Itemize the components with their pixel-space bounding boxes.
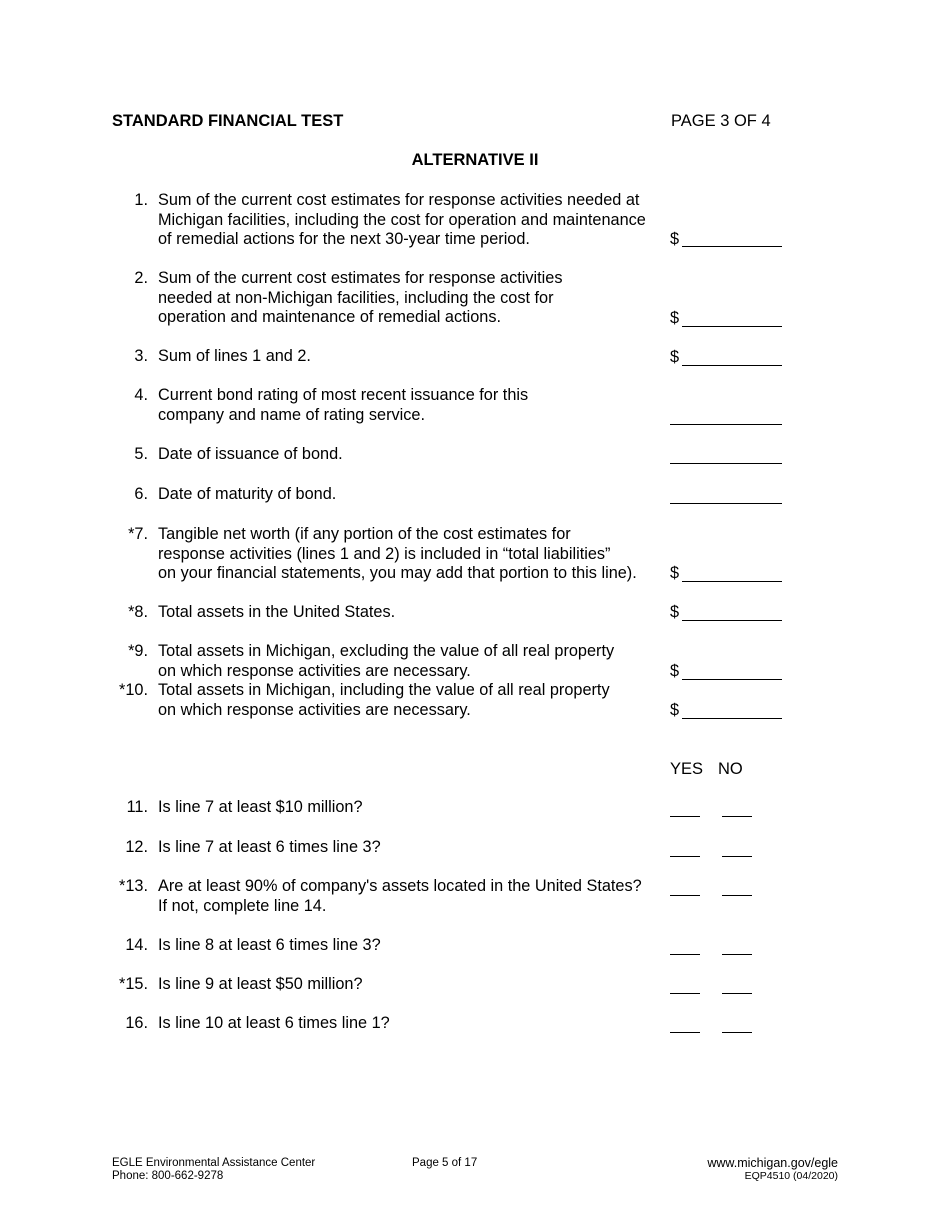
item-text-line: If not, complete line 14. <box>158 896 327 915</box>
form-page-indicator: PAGE 3 OF 4 <box>671 112 771 130</box>
yes-column-header: YES <box>670 760 704 778</box>
footer-url[interactable]: www.michigan.gov/egle <box>707 1156 838 1170</box>
item-number: 6. <box>134 485 148 503</box>
no-blank-13[interactable] <box>722 895 752 896</box>
no-blank-15[interactable] <box>722 993 752 994</box>
item-text-line: Tangible net worth (if any portion of the cost estimates for <box>158 525 571 543</box>
item-text-line: operation and maintenance of remedial actions. <box>158 308 502 326</box>
item-number: *15. <box>119 975 148 993</box>
item-text-line: Sum of the current cost estimates for response activities needed at <box>158 191 640 209</box>
answer-line-9[interactable] <box>682 679 782 680</box>
no-blank-11[interactable] <box>722 816 752 817</box>
item-number: *10. <box>119 681 148 699</box>
yes-blank-12[interactable] <box>670 856 700 857</box>
answer-line-4[interactable] <box>670 424 782 425</box>
section-title: ALTERNATIVE II <box>411 151 539 169</box>
yes-blank-16[interactable] <box>670 1032 700 1033</box>
footer-org: EGLE Environmental Assistance Center <box>112 1157 316 1169</box>
item-text-line: on which response activities are necessary. <box>158 661 471 680</box>
item-text-line: Are at least 90% of company's assets located in the United States? <box>158 877 642 895</box>
item-text-line: Is line 7 at least $10 million? <box>158 798 363 816</box>
item-text-line: Is line 9 at least $50 million? <box>158 975 363 993</box>
item-number: *9. <box>128 642 148 660</box>
answer-line-2[interactable] <box>682 326 782 327</box>
item-text-line: response activities (lines 1 and 2) is included in “total liabilities” <box>158 544 611 563</box>
yes-blank-11[interactable] <box>670 816 700 817</box>
item-text-line: Total assets in Michigan, including the value of all real property <box>158 681 610 699</box>
item-text-line: on your financial statements, you may add that portion to this line). <box>158 564 637 582</box>
item-text-line: Total assets in Michigan, excluding the value of all real property <box>158 642 615 660</box>
no-column-header: NO <box>718 760 743 778</box>
footer-right <box>707 1157 838 1183</box>
item-number: 5. <box>134 445 148 463</box>
answer-line-6[interactable] <box>670 503 782 504</box>
item-number: 12. <box>125 838 148 856</box>
answer-line-5[interactable] <box>670 463 782 464</box>
form-title: STANDARD FINANCIAL TEST <box>112 112 344 130</box>
yes-blank-13[interactable] <box>670 895 700 896</box>
item-text-line: Sum of lines 1 and 2. <box>158 347 311 365</box>
no-blank-16[interactable] <box>722 1032 752 1033</box>
item-text-line: on which response activities are necessary. <box>158 700 471 719</box>
item-text-line: Is line 7 at least 6 times line 3? <box>158 838 381 856</box>
dollar-sign: $ <box>670 564 680 582</box>
no-blank-12[interactable] <box>722 856 752 857</box>
item-number: 1. <box>134 191 148 209</box>
dollar-sign: $ <box>670 230 680 248</box>
item-text-line: Is line 10 at least 6 times line 1? <box>158 1014 390 1032</box>
footer-phone: Phone: 800-662-9278 <box>112 1170 224 1182</box>
answer-line-8[interactable] <box>682 620 782 621</box>
answer-line-10[interactable] <box>682 718 782 719</box>
item-text-line: of remedial actions for the next 30-year time period. <box>158 230 530 248</box>
item-text-line: Current bond rating of most recent issuance for this <box>158 386 529 404</box>
item-number: 11. <box>126 798 148 816</box>
item-text-line: company and name of rating service. <box>158 405 425 424</box>
item-number: *8. <box>128 603 148 621</box>
item-number: 3. <box>134 347 148 365</box>
dollar-sign: $ <box>670 603 680 621</box>
item-number: 2. <box>134 269 148 287</box>
item-text-line: Is line 8 at least 6 times line 3? <box>158 936 381 954</box>
item-number: *7. <box>128 525 148 543</box>
item-text-line: Sum of the current cost estimates for response activities <box>158 269 563 287</box>
item-text-line: Michigan facilities, including the cost for operation and maintenance <box>158 210 646 229</box>
item-number: 16. <box>125 1014 148 1032</box>
dollar-sign: $ <box>670 701 680 719</box>
footer-page-number: Page 5 of 17 <box>412 1157 478 1169</box>
item-text-line: Total assets in the United States. <box>158 603 396 621</box>
item-text-line: needed at non-Michigan facilities, including the cost for <box>158 288 554 307</box>
item-text-line: Date of maturity of bond. <box>158 485 337 503</box>
footer-form-number: EQP4510 (04/2020) <box>744 1170 838 1182</box>
footer-left <box>112 1157 315 1183</box>
item-number: 14. <box>125 936 148 954</box>
answer-line-7[interactable] <box>682 581 782 582</box>
answer-line-1[interactable] <box>682 246 782 247</box>
item-number: 4. <box>134 386 148 404</box>
dollar-sign: $ <box>670 662 680 680</box>
yes-blank-15[interactable] <box>670 993 700 994</box>
no-blank-14[interactable] <box>722 954 752 955</box>
item-text-line: Date of issuance of bond. <box>158 445 343 463</box>
dollar-sign: $ <box>670 309 680 327</box>
dollar-sign: $ <box>670 348 680 366</box>
answer-line-3[interactable] <box>682 365 782 366</box>
item-number: *13. <box>119 877 148 895</box>
yes-blank-14[interactable] <box>670 954 700 955</box>
